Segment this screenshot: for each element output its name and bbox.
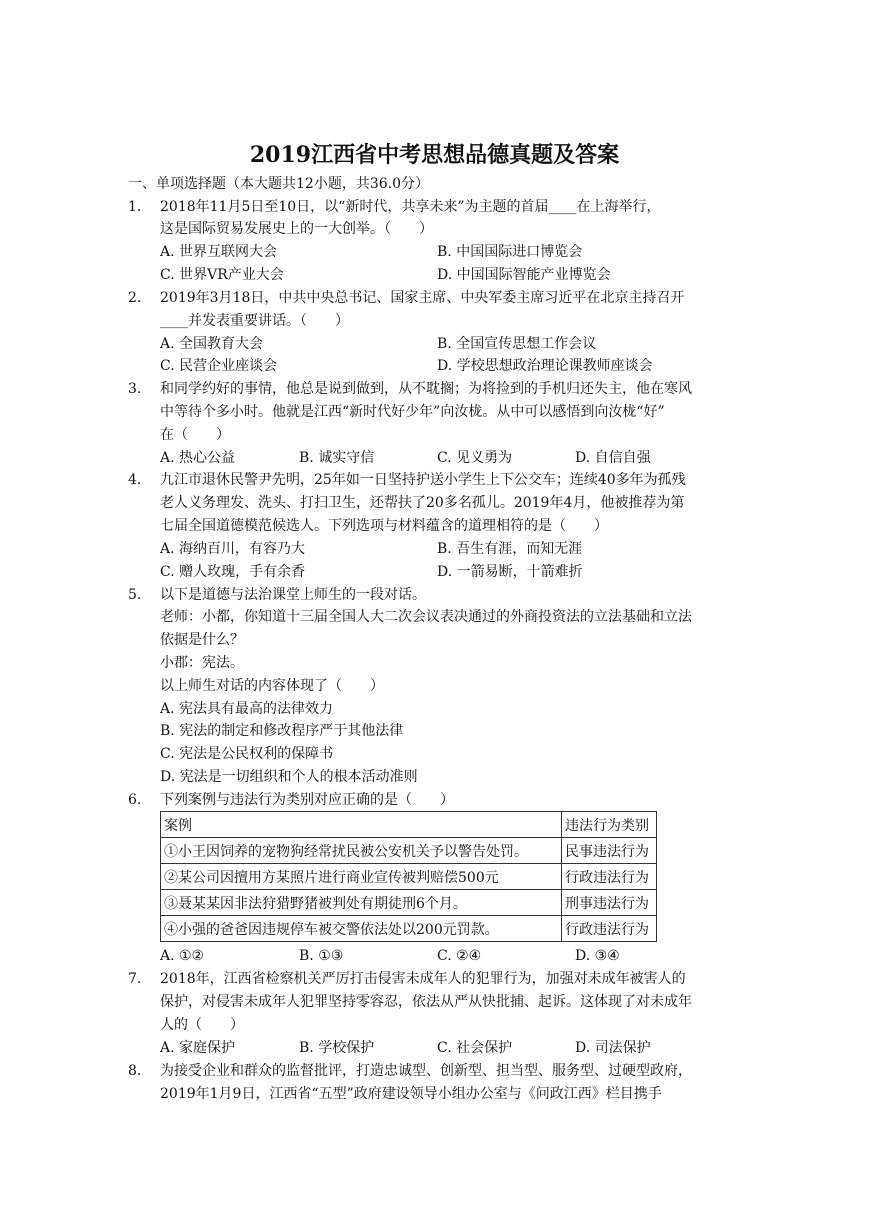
table-row <box>161 916 657 942</box>
option-c: C. 赠人玫瑰，手有余香 <box>160 564 306 580</box>
question-stem-line: 依据是什么？ <box>160 632 244 648</box>
table-header-cell: 案例 <box>161 812 562 838</box>
option-c: C. 宪法是公民权利的保障书 <box>160 746 334 762</box>
table-header-cell: 违法行为类别 <box>562 812 657 838</box>
table-cell: 民事违法行为 <box>562 838 657 864</box>
option-a: A. 热心公益 <box>160 450 236 466</box>
question-stem-line: 以下是道德与法治课堂上师生的一段对话。 <box>160 587 426 603</box>
question-stem-line: 保护，对侵害未成年人犯罪坚持零容忍，依法从严从快批捕、起诉。这体现了对未成年 <box>160 994 692 1010</box>
question-number: 5. <box>128 587 142 603</box>
option-a: A. ①② <box>160 948 205 964</box>
option-d: D. 中国国际智能产业博览会 <box>437 267 611 283</box>
page-title: 2019江西省中考思想品德真题及答案 <box>249 142 620 168</box>
question-stem-line: 为接受企业和群众的监督批评，打造忠诚型、创新型、担当型、服务型、过硬型政府， <box>160 1063 692 1079</box>
question-stem-line: 以上师生对话的内容体现了（ ） <box>160 678 384 694</box>
table-row <box>161 864 657 890</box>
option-a: A. 宪法具有最高的法律效力 <box>160 701 334 717</box>
table-row <box>161 890 657 916</box>
option-c: C. ②④ <box>437 948 482 964</box>
question-number: 8. <box>128 1063 142 1079</box>
question-stem-line: ____并发表重要讲话。（ ） <box>160 313 349 329</box>
question-stem-line: 七届全国道德模范候选人。下列选项与材料蕴含的道理相符的是（ ） <box>160 518 608 534</box>
question-stem-line: 中等待个多小时。他就是江西“新时代好少年”向汝栊。从中可以感悟到向汝栊“好” <box>160 404 665 420</box>
question-number: 4. <box>128 472 142 488</box>
question-number: 6. <box>128 792 142 808</box>
table-cell: ②某公司因擅用方某照片进行商业宣传被判赔偿500元 <box>161 864 562 890</box>
option-d: D. 一箭易断，十箭难折 <box>437 564 583 580</box>
question-number: 1. <box>128 199 142 215</box>
question-stem-line: 2019年1月9日，江西省“五型”政府建设领导小组办公室与《问政江西》栏目携手 <box>160 1086 662 1102</box>
question-stem-line: 人的（ ） <box>160 1017 244 1033</box>
question-stem-line: 小郡：宪法。 <box>160 655 244 671</box>
question-stem-line: 老师：小都，你知道十三届全国人大二次会议表决通过的外商投资法的立法基础和立法 <box>160 609 692 625</box>
table-cell: ①小王因饲养的宠物狗经常扰民被公安机关予以警告处罚。 <box>161 838 562 864</box>
option-b: B. 全国宣传思想工作会议 <box>437 336 597 352</box>
question-number: 3. <box>128 381 142 397</box>
question-stem-line: 在（ ） <box>160 427 230 443</box>
table-cell: 刑事违法行为 <box>562 890 657 916</box>
option-c: C. 社会保护 <box>437 1040 513 1056</box>
option-b: B. 诚实守信 <box>299 450 375 466</box>
option-c: C. 民营企业座谈会 <box>160 358 278 374</box>
table-cell: 行政违法行为 <box>562 864 657 890</box>
option-d: D. 司法保护 <box>575 1040 651 1056</box>
option-a: A. 家庭保护 <box>160 1040 236 1056</box>
option-d: D. 宪法是一切组织和个人的根本活动准则 <box>160 769 418 785</box>
table-header-row <box>161 812 657 838</box>
option-b: B. ①③ <box>299 948 344 964</box>
table-cell: ③聂某某因非法狩猎野猪被判处有期徒刑6个月。 <box>161 890 562 916</box>
option-d: D. 自信自强 <box>575 450 651 466</box>
question-stem-line: 2018年，江西省检察机关严厉打击侵害未成年人的犯罪行为，加强对未成年被害人的 <box>160 971 686 987</box>
question-stem-line: 2018年11月5日至10日，以“新时代，共享未来”为主题的首届____在上海举行， <box>160 199 661 215</box>
question-stem-line: 老人义务理发、洗头、打扫卫生，还帮扶了20多名孤儿。2019年4月，他被推荐为第 <box>160 495 685 511</box>
option-b: B. 学校保护 <box>299 1040 375 1056</box>
option-b: B. 宪法的制定和修改程序严于其他法律 <box>160 723 404 739</box>
question-stem-line: 2019年3月18日，中共中央总书记、国家主席、中央军委主席习近平在北京主持召开 <box>160 290 685 306</box>
option-b: B. 中国国际进口博览会 <box>437 244 583 260</box>
table-cell: ④小强的爸爸因违规停车被交警依法处以200元罚款。 <box>161 916 562 942</box>
option-a: A. 全国教育大会 <box>160 336 264 352</box>
question-number: 7. <box>128 971 142 987</box>
question-number: 2. <box>128 290 142 306</box>
question-stem-line: 下列案例与违法行为类别对应正确的是（ ） <box>160 792 454 808</box>
table-row <box>161 838 657 864</box>
option-c: C. 见义勇为 <box>437 450 513 466</box>
table-cell: 行政违法行为 <box>562 916 657 942</box>
option-d: D. ③④ <box>575 948 620 964</box>
option-c: C. 世界VR产业大会 <box>160 267 284 283</box>
question-stem-line: 九江市退休民警尹先明，25年如一日坚持护送小学生上下公交车；连续40多年为孤残 <box>160 472 686 488</box>
question-stem-line: 和同学约好的事情，他总是说到做到，从不耽搁；为将捡到的手机归还失主，他在寒风 <box>160 381 692 397</box>
option-a: A. 海纳百川，有容乃大 <box>160 541 306 557</box>
question-stem-line: 这是国际贸易发展史上的一大创举。（ ） <box>160 221 433 237</box>
option-b: B. 吾生有涯，而知无涯 <box>437 541 583 557</box>
case-table <box>160 811 657 942</box>
option-a: A. 世界互联网大会 <box>160 244 278 260</box>
section-heading: 一、单项选择题（本大题共12小题，共36.0分） <box>128 176 429 192</box>
option-d: D. 学校思想政治理论课教师座谈会 <box>437 358 653 374</box>
